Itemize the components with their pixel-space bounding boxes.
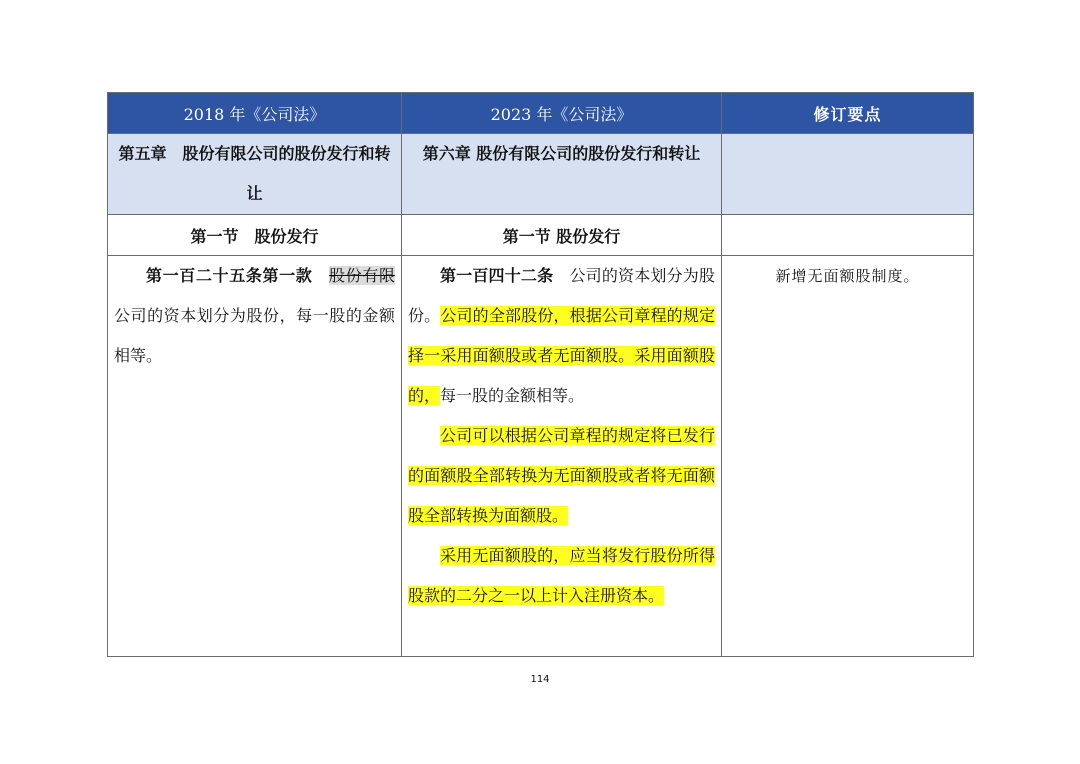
header-2018: 2018 年《公司法》 [108, 93, 402, 134]
comparison-table [107, 92, 974, 657]
header-2023: 2023 年《公司法》 [402, 93, 722, 134]
revision-note: 新增无面额股制度。 [775, 267, 920, 285]
article-old-cell [108, 256, 402, 657]
header-key-points: 修订要点 [722, 93, 974, 134]
article-old-deleted-text: 股份有限 [329, 266, 395, 285]
article-new-paragraph-3 [402, 536, 721, 616]
article-new-p2: 公司可以根据公司章程的规定将已发行的面额股全部转换为无面额股或者将无面额股全部转换为面额股。 [408, 426, 715, 525]
chapter-row [108, 134, 974, 215]
article-old-gap [312, 266, 329, 285]
article-row [108, 256, 974, 657]
section-old: 第一节 股份发行 [190, 226, 319, 246]
chapter-old: 第五章 股份有限公司的股份发行和转让 [118, 144, 391, 203]
chapter-note-empty [722, 134, 974, 215]
article-new-paragraph-2 [402, 416, 721, 536]
article-old-text: 公司的资本划分为股份，每一股的金额相等。 [114, 306, 395, 365]
chapter-new: 第六章 股份有限公司的股份发行和转让 [422, 144, 701, 163]
section-row [108, 215, 974, 256]
article-new-title: 第一百四十二条 [440, 266, 554, 285]
header-row [108, 93, 974, 134]
article-new-cell [402, 256, 722, 657]
article-new-p1-plain: 公司的资本划分为股份。 [408, 266, 715, 325]
section-new: 第一节 股份发行 [502, 226, 621, 246]
page-number: 114 [530, 674, 550, 685]
article-new-p1-tail: 每一股的金额相等。 [440, 386, 585, 405]
article-new-p1-highlight: 公司的全部股份，根据公司章程的规定择一采用面额股或者无面额股。采用面额股的， [408, 306, 715, 405]
section-note-empty [722, 215, 974, 256]
article-new-p3: 采用无面额股的，应当将发行股份所得股款的二分之一以上计入注册资本。 [408, 546, 715, 605]
article-old-title: 第一百二十五条第一款 [146, 266, 313, 285]
article-new-paragraph-1 [402, 256, 721, 416]
article-old-paragraph [108, 256, 401, 376]
note-cell [722, 256, 974, 657]
